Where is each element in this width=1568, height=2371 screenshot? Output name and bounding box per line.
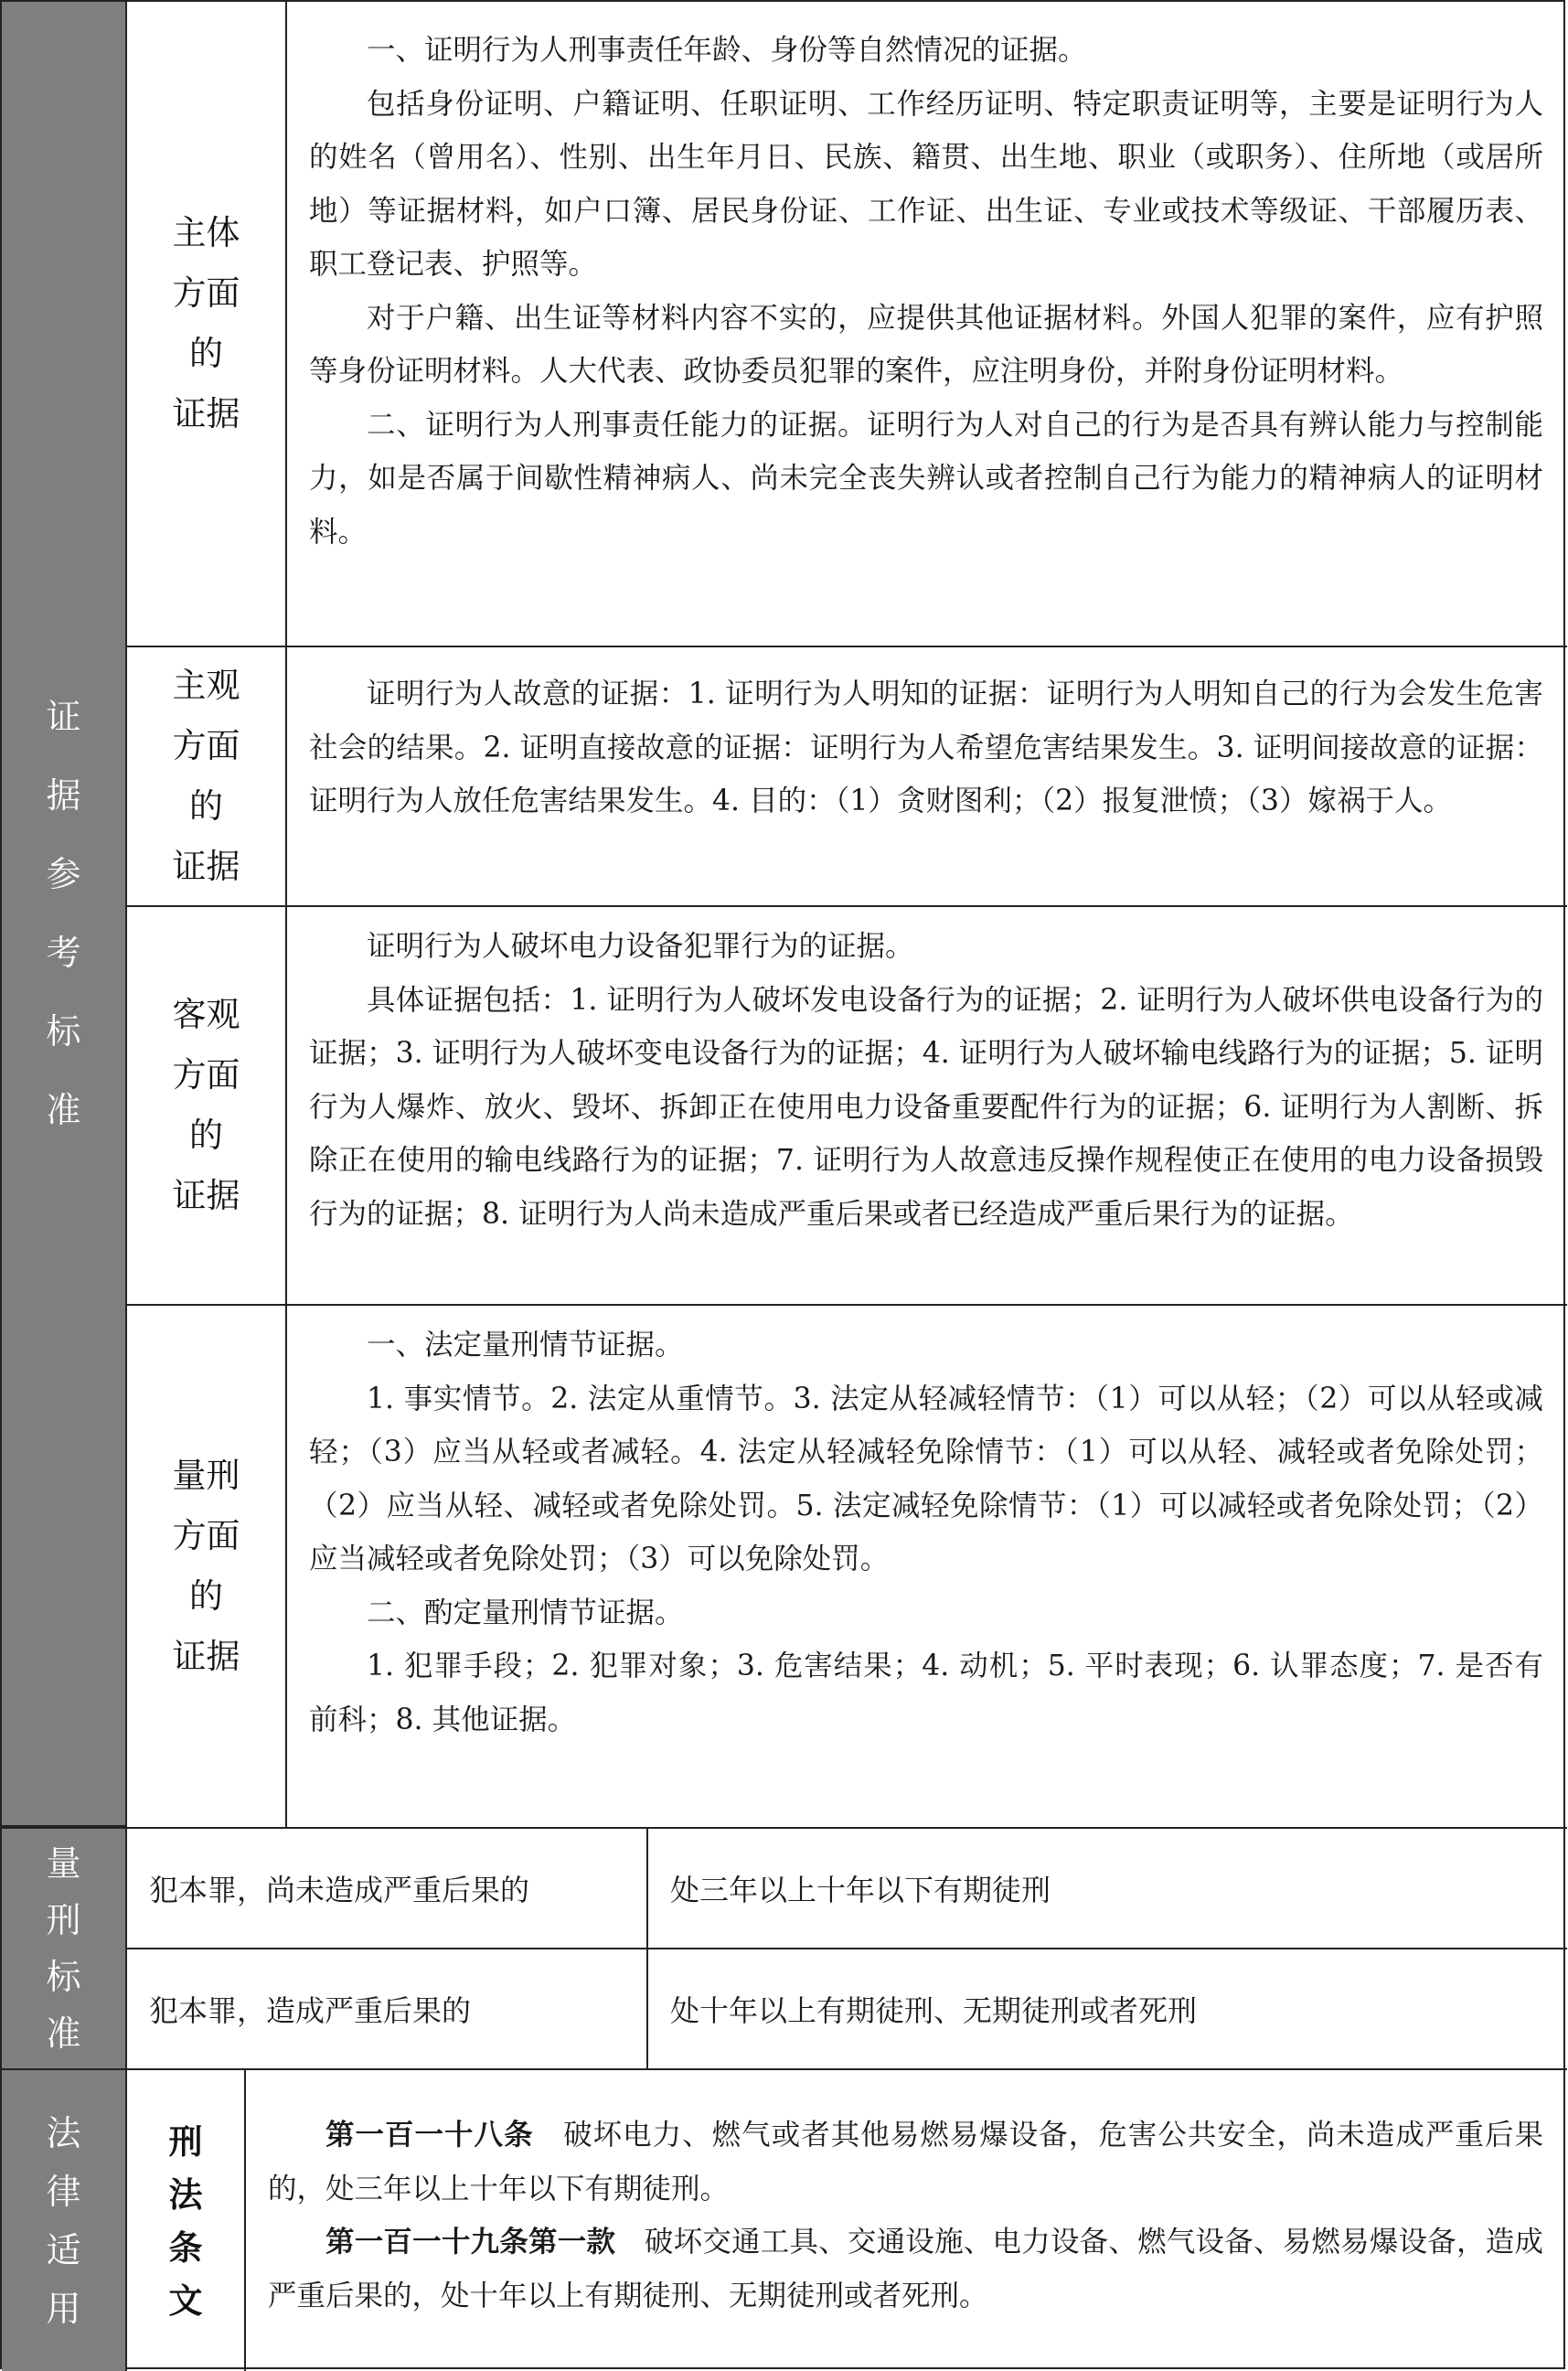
label-char: 用 [46,2288,81,2329]
heading-line: 的 [189,786,223,826]
criminal-law-articles [246,2070,1565,2371]
label-char: 标 [46,1957,81,1997]
sentencing-penalty-1 [648,1829,1567,1948]
heading-stack [173,1446,240,1687]
heading-line: 主观 [172,666,240,705]
paragraph: 二、酌定量刑情节证据。 [367,1596,684,1629]
article-text: 破坏电力、燃气或者其他易燃易爆设备，危害公共安全，尚未造成严重后果的，处三年以上十年以下有期徒刑。 [268,2119,1543,2205]
objective-evidence-content [287,907,1565,1304]
criminal-law-heading-text [169,2115,203,2327]
label-char: 刑 [168,2120,203,2162]
evidence-category-label [2,2,127,1827]
condition-text: 犯本罪，造成严重后果的 [149,1993,472,2028]
heading-line: 的 [189,1576,223,1616]
paragraph: 证明行为人故意的证据：1. 证明行为人明知的证据：证明行为人明知自己的行为会发生危害社会的结果。2. 证明直接故意的证据：证明行为人希望危害结果发生。3. 证明间接故意的证据：证明行为人放任危害结果发生。4. 目的：（1）贪财图利；（2）报复泄愤；（3）嫁祸于人。 [309,678,1543,817]
criminal-law-heading [127,2070,246,2371]
label-char: 法 [168,2173,203,2215]
subject-evidence-heading [127,2,287,646]
article-number: 第一百一十八条 [325,2118,534,2152]
evidence-category-text [46,678,80,1149]
paragraph: 1. 事实情节。2. 法定从重情节。3. 法定从轻减轻情节：（1）可以从轻；（2）可以从轻或减轻；（3）应当从轻或者减轻。4. 法定从轻减轻免除情节：（1）可以从轻、减轻或者免除处罚；（2）应当从轻、减轻或者免除处罚。5. 法定减轻免除情节：（1）可以减轻或者免除处罚；（2）应当减轻或者免除处罚；（3）可以免除处罚。 [309,1382,1543,1575]
label-char: 法 [46,2112,81,2153]
heading-stack [173,656,240,897]
paragraph: 具体证据包括：1. 证明行为人破坏发电设备行为的证据；2. 证明行为人破坏供电设备行为的证据；3. 证明行为人破坏变电设备行为的证据；4. 证明行为人破坏输电线路行为的证据；5. 证明行为人爆炸、放火、毁坏、拆卸正在使用电力设备重要配件行为的证据；6. 证明行为人割断、拆除正在使用的输电线路行为的证据；7. 证明行为人故意违反操作规程使正在使用的电力设备损毁行为的证据；8. 证明行为人尚未造成严重后果或者已经造成严重后果行为的证据。 [309,983,1543,1231]
label-char: 据 [46,775,81,816]
objective-evidence-heading [127,907,287,1304]
heading-line: 客观 [172,995,240,1034]
sentencing-category-label [2,1829,127,2068]
article-118 [268,2109,1543,2216]
label-char: 考 [46,933,81,973]
law-category-label [2,2070,127,2371]
label-char: 文 [168,2280,203,2321]
label-char: 准 [46,1090,81,1130]
label-char: 条 [168,2227,203,2268]
label-char: 律 [46,2171,81,2212]
paragraph: 二、证明行为人刑事责任能力的证据。证明行为人对自己的行为是否具有辨认能力与控制能力，如是否属于间歇性精神病人、尚未完全丧失辨认或者控制自己行为能力的精神病人的证明材料。 [309,408,1543,549]
sentencing-condition-1 [127,1829,648,1948]
subject-evidence-content [287,2,1565,646]
subjective-evidence-heading [127,647,287,905]
label-char: 参 [46,854,81,894]
condition-text: 犯本罪，尚未造成严重后果的 [149,1873,530,1907]
paragraph: 包括身份证明、户籍证明、任职证明、工作经历证明、特定职责证明等，主要是证明行为人的姓名（曾用名）、性别、出生年月日、民族、籍贯、出生地、职业（或职务）、住所地（或居所地）等证据材料，如户口簿、居民身份证、工作证、出生证、专业或技术等级证、干部履历表、职工登记表、护照等。 [309,87,1543,281]
label-char: 准 [46,2013,81,2054]
label-char: 刑 [46,1900,81,1940]
label-char: 适 [46,2229,81,2270]
sentencing-evidence-content [287,1306,1565,1827]
paragraph: 1. 犯罪手段；2. 犯罪对象；3. 危害结果；4. 动机；5. 平时表现；6. 认罪态度；7. 是否有前科；8. 其他证据。 [309,1650,1543,1736]
heading-stack [173,985,240,1226]
penalty-text: 处十年以上有期徒刑、无期徒刑或者死刑 [670,1993,1198,2028]
penalty-text: 处三年以上十年以下有期徒刑 [670,1873,1051,1907]
heading-line: 证据 [172,394,240,433]
paragraph: 一、证明行为人刑事责任年龄、身份等自然情况的证据。 [367,34,1087,67]
heading-line: 证据 [172,1176,240,1215]
heading-line: 主体 [172,213,240,252]
sentencing-penalty-2 [648,1949,1567,2068]
law-category-text [46,2104,80,2338]
heading-stack [173,203,240,444]
sentencing-category-text [46,1835,80,2062]
heading-line: 方面 [172,1055,240,1095]
article-text: 破坏交通工具、交通设施、电力设备、燃气设备、易燃易爆设备，造成严重后果的，处十年以上有期徒刑、无期徒刑或者死刑。 [268,2226,1543,2312]
article-119 [268,2216,1543,2323]
heading-line: 的 [189,334,223,373]
sentencing-evidence-heading [127,1306,287,1827]
heading-line: 证据 [172,847,240,886]
article-number: 第一百一十九条第一款 [325,2225,616,2259]
label-char: 量 [46,1843,81,1884]
paragraph: 对于户籍、出生证等材料内容不实的，应提供其他证据材料。外国人犯罪的案件，应有护照等身份证明材料。人大代表、政协委员犯罪的案件，应注明身份，并附身份证明材料。 [309,301,1543,388]
heading-line: 量刑 [172,1456,240,1495]
sentencing-condition-2 [127,1949,648,2068]
heading-line: 方面 [172,726,240,765]
heading-line: 方面 [172,273,240,313]
paragraph: 证明行为人破坏电力设备犯罪行为的证据。 [367,930,914,963]
heading-line: 证据 [172,1637,240,1676]
label-char: 标 [46,1011,81,1052]
subjective-evidence-content [287,647,1565,905]
label-char: 证 [46,697,81,737]
paragraph: 一、法定量刑情节证据。 [367,1329,684,1362]
heading-line: 方面 [172,1516,240,1555]
heading-line: 的 [189,1116,223,1155]
